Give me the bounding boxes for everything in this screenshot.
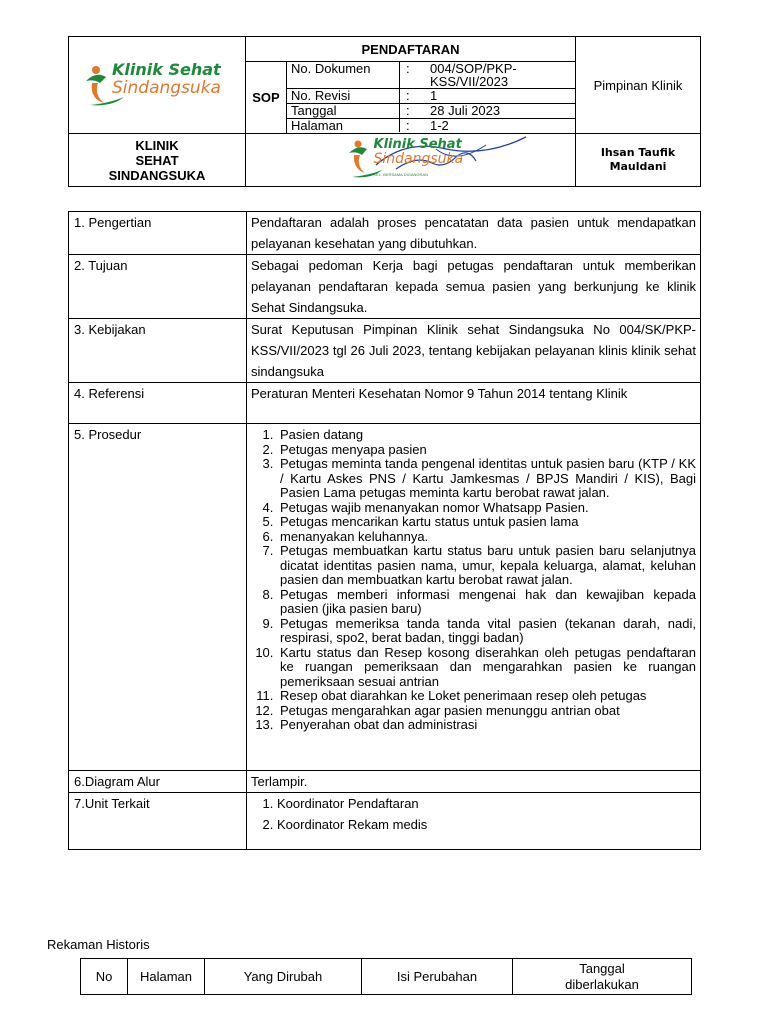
fields-table [287, 62, 575, 132]
section-label: 6.Diagram Alur [69, 771, 247, 793]
section-row [69, 383, 701, 424]
field-row [287, 89, 575, 104]
section-row [69, 424, 701, 771]
field-row [287, 104, 575, 119]
field-row [287, 119, 575, 133]
section-label: 1. Pengertian [69, 212, 247, 255]
procedure-step: 12. Petugas mengarahkan agar pasien menunggu antrian obat [277, 704, 696, 719]
document-number-line1: 004/SOP/PKP- [430, 61, 517, 76]
stamp-line1: Klinik Sehat [373, 136, 462, 152]
approver-name [576, 134, 701, 187]
stamp-line2: Sindangsuka [373, 150, 464, 167]
document-fields [287, 62, 576, 134]
approver-title: Pimpinan Klinik [576, 37, 701, 134]
logo-line2: Sindangsuka [112, 77, 221, 98]
history-column-header: Yang Dirubah [205, 959, 362, 995]
section-text: Pendaftaran adalah proses pencatatan data pasien untuk mendapatkan pelayanan kesehatan yang dibutuhkan. [247, 212, 701, 255]
section-row [69, 771, 701, 793]
field-colon: : [400, 119, 427, 133]
unit-list [251, 793, 696, 835]
section-label: 2. Tujuan [69, 255, 247, 319]
procedure-step: 7. Petugas membuatkan kartu status baru untuk pasien baru selanjutnya dicatat identitas pasien nama, umur, kepala keluarga, alamat, keluhan pasien dan membuatkan kartu berobat rawat jalan. [277, 544, 696, 588]
section-text: Terlampir. [247, 771, 701, 793]
history-table [80, 958, 692, 995]
procedure-step: 4. Petugas wajib menanyakan nomor Whatsapp Pasien. [277, 501, 696, 516]
procedure-step: 5. Petugas mencarikan kartu status untuk pasien lama [277, 515, 696, 530]
section-row [69, 255, 701, 319]
clinic-logo [82, 61, 232, 110]
field-label: No. Revisi [287, 89, 400, 104]
procedure-step: 8. Petugas memberi informasi mengenai hak dan kewajiban kepada pasien (jika pasien baru) [277, 588, 696, 617]
document-number-line2: KSS/VII/2023 [430, 74, 509, 89]
section-text: Surat Keputusan Pimpinan Klinik sehat Sindangsuka No 004/SK/PKP-KSS/VII/2023 tgl 26 Juli 2023, tentang kebijakan pelayanan klinis klinik sehat sindangsuka [247, 319, 701, 383]
history-title: Rekaman Historis [47, 937, 150, 952]
section-label: 4. Referensi [69, 383, 247, 424]
history-column-header: Isi Perubahan [362, 959, 513, 995]
field-value: 1 [426, 89, 575, 104]
approver-name-line1: Ihsan Taufik [600, 146, 676, 159]
procedure-step: 9. Petugas memeriksa tanda tanda vital pasien (tekanan darah, nadi, respirasi, spo2, berat badan, tinggi badan) [277, 617, 696, 646]
sop-header-table [68, 36, 701, 187]
approver-name-line2: Mauldani [609, 160, 667, 173]
document-title: PENDAFTARAN [246, 37, 576, 62]
stamp-signature-cell [246, 134, 576, 187]
unit-item: 2. Koordinator Rekam medis [277, 814, 696, 835]
field-colon: : [406, 61, 410, 76]
section-label: 5. Prosedur [69, 424, 247, 771]
field-label: Halaman [287, 119, 400, 133]
procedure-step: 11. Resep obat diarahkan ke Loket penerimaan resep oleh petugas [277, 689, 696, 704]
procedure-step: 3. Petugas meminta tanda pengenal identitas untuk pasien baru (KTP / KK / Kartu Askes PNS / Kartu Jamkesmas / BPJS Mandiri / KIS), Bagi Pasien Lama petugas meminta kartu berobat rawat jalan. [277, 457, 696, 501]
unit-cell [247, 793, 701, 850]
section-label: 3. Kebijakan [69, 319, 247, 383]
procedure-step: 6. menanyakan keluhannya. [277, 530, 696, 545]
field-value: 1-2 [426, 119, 575, 133]
procedure-list [251, 428, 696, 733]
field-label: No. Dokumen [287, 62, 400, 89]
history-header-row [81, 959, 692, 995]
procedure-step: 10. Kartu status dan Resep kosong diserahkan oleh petugas pendaftaran ke ruangan pemeriksaan dan mengarahkan pasien ke ruangan pemeriksaan sesuai antrian [277, 646, 696, 690]
clinic-name-line: KLINIK [135, 137, 179, 153]
clinic-name [69, 134, 246, 187]
procedure-step: 13. Penyerahan obat dan administrasi [277, 718, 696, 733]
section-row [69, 212, 701, 255]
section-text: Peraturan Menteri Kesehatan Nomor 9 Tahun 2014 tentang Klinik [247, 383, 701, 424]
unit-item: 1. Koordinator Pendaftaran [277, 793, 696, 814]
clinic-stamp [346, 135, 476, 183]
field-label: Tanggal [287, 104, 400, 119]
field-colon: : [400, 104, 427, 119]
logo-line1: Klinik Sehat [112, 59, 221, 79]
field-row [287, 62, 575, 89]
clinic-name-line: SEHAT [135, 152, 179, 168]
logo-cell [69, 37, 246, 134]
stamp-subtext: KEL. BERSAMA DIGANGRAN [373, 171, 428, 177]
sop-content-table [68, 211, 701, 850]
field-colon: : [400, 89, 427, 104]
history-column-header: Halaman [128, 959, 205, 995]
history-column-header: No [81, 959, 128, 995]
procedure-step: 2. Petugas menyapa pasien [277, 443, 696, 458]
section-label: 7.Unit Terkait [69, 793, 247, 850]
field-value: 28 Juli 2023 [426, 104, 575, 119]
section-text: Sebagai pedoman Kerja bagi petugas pendaftaran untuk memberikan pelayanan pendaftaran kepada semua pasien yang berkunjung ke klinik Sehat Sindangsuka. [247, 255, 701, 319]
section-row [69, 793, 701, 850]
section-row [69, 319, 701, 383]
procedure-cell [247, 424, 701, 771]
field-value [426, 62, 575, 89]
clinic-name-line: SINDANGSUKA [108, 167, 206, 183]
sop-label: SOP [246, 62, 287, 134]
procedure-step: 1. Pasien datang [277, 428, 696, 443]
history-column-header: Tanggal diberlakukan [513, 959, 692, 995]
